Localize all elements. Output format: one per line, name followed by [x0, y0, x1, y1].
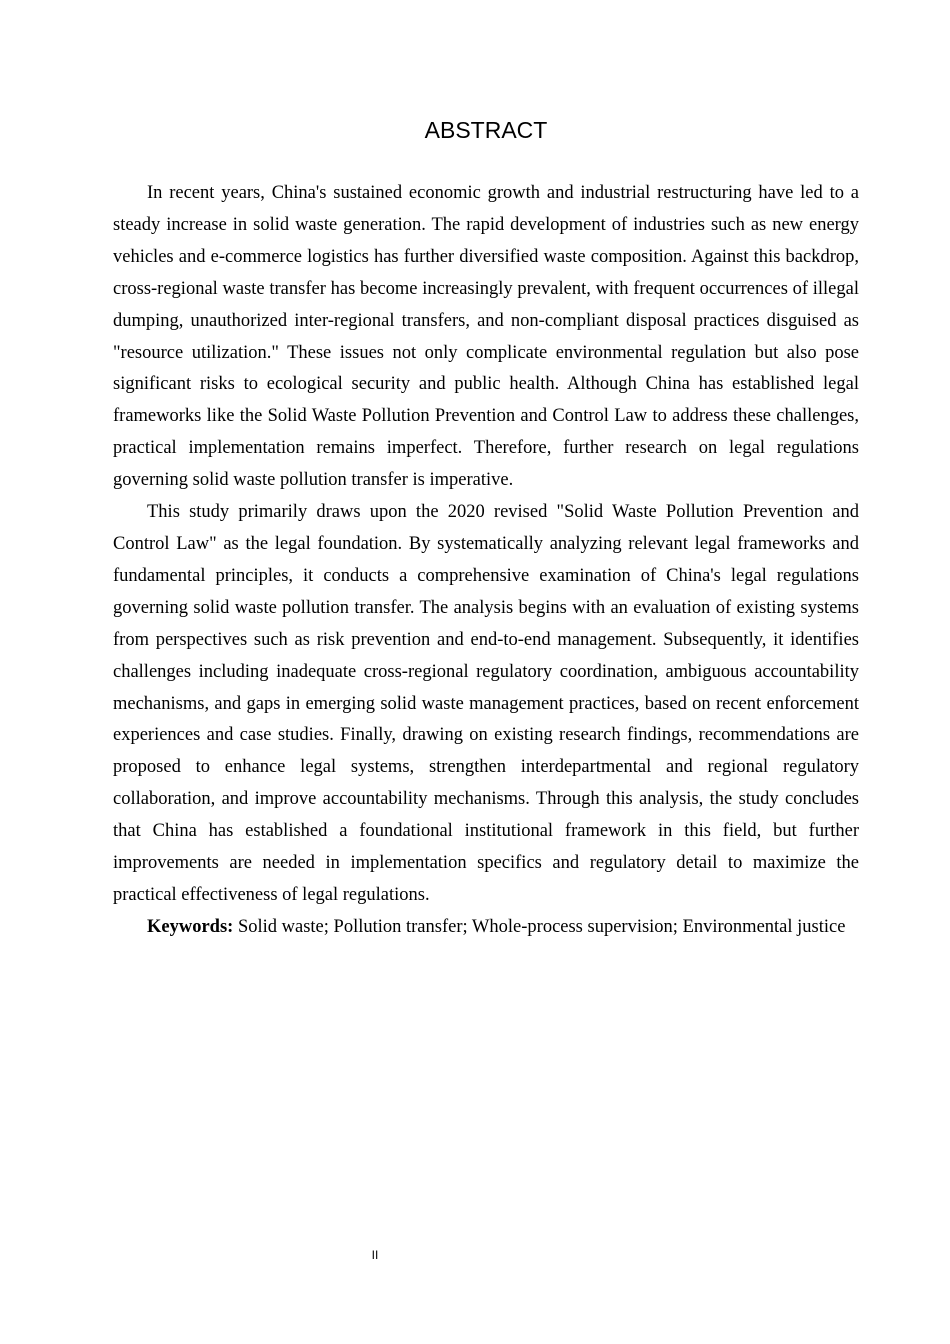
keywords-text: Solid waste; Pollution transfer; Whole-process supervision; Environmental justice	[233, 916, 846, 937]
page-number: II	[371, 1248, 379, 1262]
abstract-paragraph-2: This study primarily draws upon the 2020 revised "Solid Waste Pollution Prevention and Control Law" as the legal foundation. By systematically analyzing relevant legal frameworks and fundamental principles, it conducts a comprehensive examination of China's legal regulations governing solid waste pollution transfer. The analysis begins with an evaluation of existing systems from perspectives such as risk prevention and end-to-end management. Subsequently, it identifies challenges including inadequate cross-regional regulatory coordination, ambiguous accountability mechanisms, and gaps in emerging solid waste management practices, based on recent enforcement experiences and case studies. Finally, drawing on existing research findings, recommendations are proposed to enhance legal systems, strengthen interdepartmental and regional regulatory collaboration, and improve accountability mechanisms. Through this analysis, the study concludes that China has established a foundational institutional framework in this field, but further improvements are needed in implementation specifics and regulatory detail to maximize the practical effectiveness of legal regulations.	[113, 502, 859, 905]
abstract-body	[113, 178, 859, 944]
keywords-line	[113, 912, 859, 944]
keywords-label: Keywords:	[147, 916, 234, 937]
abstract-paragraph-1: In recent years, China's sustained economic growth and industrial restructuring have led to a steady increase in solid waste generation. The rapid development of industries such as new energy vehicles and e-commerce logistics has further diversified waste composition. Against this backdrop, cross-regional waste transfer has become increasingly prevalent, with frequent occurrences of illegal dumping, unauthorized inter-regional transfers, and non-compliant disposal practices disguised as "resource utilization." These issues not only complicate environmental regulation but also pose significant risks to ecological security and public health. Although China has established legal frameworks like the Solid Waste Pollution Prevention and Control Law to address these challenges, practical implementation remains imperfect. Therefore, further research on legal regulations governing solid waste pollution transfer is imperative.	[113, 183, 859, 491]
abstract-title: ABSTRACT	[424, 117, 548, 143]
